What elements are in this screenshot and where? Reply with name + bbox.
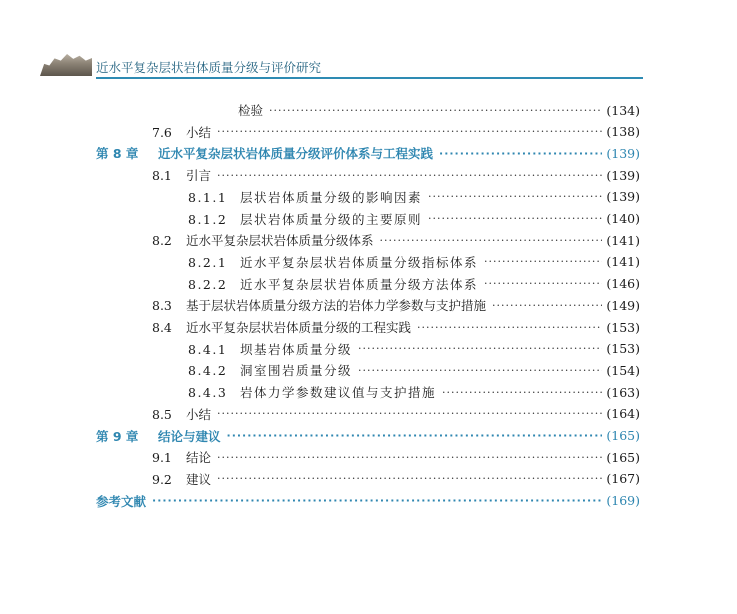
toc-entry-text: 近水平复杂层状岩体质量分级体系 [186,233,374,249]
toc-entry-text: 近水平复杂层状岩体质量分级指标体系 [240,254,479,270]
toc-entry[interactable] [152,230,640,250]
toc-entry-number: 8.2 [152,233,172,249]
toc-entry-text: 层状岩体质量分级的主要原则 [240,211,423,227]
toc-entry-title [238,101,269,119]
toc-entry-page: (167) [606,471,640,487]
dot-leader [358,342,602,355]
toc-entry[interactable] [96,491,640,511]
toc-entry-text: 基于层状岩体质量分级方法的岩体力学参数与支护措施 [186,298,487,314]
toc-entry[interactable] [152,317,640,337]
dot-leader [269,104,602,117]
toc-entry[interactable] [96,426,640,446]
toc-entry-page: (164) [606,406,640,422]
toc-entry[interactable] [188,339,640,359]
toc-entry-text: 近水平复杂层状岩体质量分级方法体系 [240,276,479,292]
toc-entry[interactable] [188,274,640,294]
toc-entry-text: 引言 [186,168,212,184]
toc-entry-title [96,427,227,445]
dot-leader [380,234,603,247]
toc-entry-title [188,253,484,271]
toc-entry-number: 8.3 [152,298,172,314]
toc-entry[interactable] [152,122,640,142]
toc-entry[interactable] [188,252,640,272]
toc-entry-title [188,340,358,358]
dot-leader [217,125,602,138]
dot-leader [442,386,602,399]
toc-entry-text: 近水平复杂层状岩体质量分级评价体系与工程实践 [158,146,434,162]
toc-entry-page: (165) [606,428,640,443]
toc-entry-page: (141) [606,254,640,270]
toc-entry-number: 9.2 [152,471,172,487]
toc-entry-number: 8.4.1 [188,341,228,357]
toc-entry-text: 近水平复杂层状岩体质量分级的工程实践 [186,320,412,335]
dot-leader [358,364,602,377]
toc-entry[interactable] [152,295,640,315]
book-title: 近水平复杂层状岩体质量分级与评价研究 [96,60,322,75]
toc-entry-number: 8.1.1 [188,189,228,205]
toc-entry-page: (146) [606,276,640,292]
dot-leader [152,494,602,507]
toc-entry-number: 7.6 [152,124,172,140]
toc-entry-text: 建议 [186,471,212,487]
toc-entry-text: 小结 [186,406,212,422]
toc-entry-title [188,275,484,293]
dot-leader [217,472,602,485]
toc-entry-text: 洞室围岩质量分级 [240,363,353,379]
dot-leader [428,190,602,203]
toc-entry[interactable] [96,143,640,163]
toc-entry[interactable] [188,187,640,207]
toc-entry-number: 8.1 [152,168,172,184]
toc-entry[interactable] [152,447,640,467]
toc-entry-number: 第 9 章 [96,428,139,444]
dot-leader [484,277,602,290]
toc-entry-text: 检验 [238,103,264,118]
toc-entry-page: (139) [606,167,640,183]
toc-entry[interactable] [188,209,640,229]
toc-entry-title [188,188,428,206]
dot-leader [217,407,602,420]
toc-entry-title [152,123,217,141]
toc-entry-page: (154) [606,362,640,378]
toc-entry-text: 参考文献 [96,493,147,509]
dot-leader [227,429,603,442]
toc-entry[interactable] [152,165,640,185]
toc-entry-text: 坝基岩体质量分级 [240,341,353,357]
dot-leader [428,212,602,225]
dot-leader [217,169,602,182]
toc-entry-text: 小结 [186,124,212,140]
dot-leader [484,255,602,268]
toc-entry-number: 8.4 [152,320,172,335]
toc-entry-title [188,383,442,401]
dot-leader [417,321,602,334]
toc-entry-number: 8.5 [152,406,172,422]
toc-entry-page: (149) [606,297,640,313]
toc-entry-page: (169) [606,493,640,509]
toc-entry[interactable] [188,360,640,380]
toc-entry-page: (134) [606,102,640,118]
toc-entry-number: 8.4.3 [188,385,228,401]
toc-entry-title [188,210,428,228]
dot-leader [217,451,602,464]
toc-entry-title [152,448,217,466]
toc-entry-page: (141) [606,232,640,248]
toc-entry-title [96,492,152,510]
toc-entry-title [152,318,417,336]
toc-entry-text: 层状岩体质量分级的影响因素 [240,189,423,205]
header-decoration-image [40,54,92,76]
toc-entry-page: (153) [606,341,640,357]
toc-entry[interactable] [152,469,640,489]
toc-entry-text: 岩体力学参数建议值与支护措施 [240,385,437,401]
toc-entry-page: (138) [606,124,640,140]
toc-entry-title [188,361,358,379]
toc-entry-page: (153) [606,319,640,335]
running-header [0,40,737,85]
dot-leader [492,299,602,312]
toc-entry-page: (139) [606,189,640,205]
toc-entry[interactable] [238,100,640,120]
toc-entry-title [96,144,439,162]
toc-entry-page: (139) [606,145,640,161]
toc-entry-number: 8.2.2 [188,276,228,292]
toc-entry[interactable] [152,404,640,424]
toc-entry-page: (165) [606,449,640,465]
toc-entry-title [152,231,380,249]
toc-entry-number: 9.1 [152,450,172,466]
toc-entry-title [152,166,217,184]
toc-entry-text: 结论 [186,450,212,466]
toc-entry-number: 8.1.2 [188,211,228,227]
toc-entry-text: 结论与建议 [158,428,221,444]
toc-entry-number: 8.2.1 [188,254,228,270]
toc-entry-title [152,405,217,423]
toc-entry-page: (140) [606,211,640,226]
toc-entry-number: 第 8 章 [96,146,139,162]
dot-leader [439,147,602,160]
toc-entry-page: (163) [606,384,640,400]
toc-entry-title [152,470,217,488]
header-divider [96,77,643,79]
toc-entry-number: 8.4.2 [188,363,228,379]
toc-entry-title [152,296,492,314]
toc-entry[interactable] [188,382,640,402]
